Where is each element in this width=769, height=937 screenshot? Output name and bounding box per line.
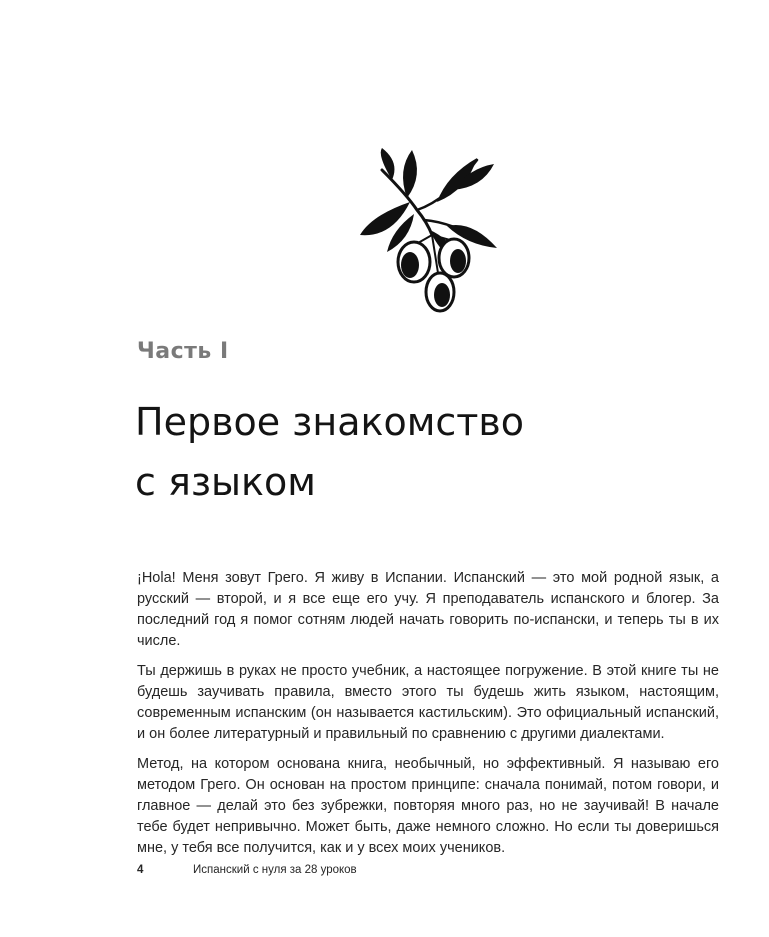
part-label: Часть I xyxy=(137,339,229,364)
paragraph: ¡Hola! Меня зовут Грего. Я живу в Испании. Испанский — это мой родной язык, а русский — второй, и я все еще его учу. Я преподаватель испанского и блогер. За последний год я помог сотням людей начать говорить по-испански, и теперь ты в их числе. xyxy=(137,570,719,649)
running-title: Испанский с нуля за 28 уроков xyxy=(193,864,357,876)
page-footer xyxy=(137,864,357,876)
paragraph: Метод, на котором основана книга, необычный, но эффективный. Я называю его методом Грего. Он основан на простом принципе: сначала понимай, потом говори, и главное — делай это без зубрежки, повторяя много раз, но не заучивай! В начале тебе будет непривычно. Может быть, даже немного сложно. Но если ты доверишься мне, у тебя все получится, как и у всех моих учеников. xyxy=(137,756,719,856)
paragraph: Ты держишь в руках не просто учебник, а настоящее погружение. В этой книге ты не будешь заучивать правила, вместо этого ты будешь жить языком, настоящим, современным испанским (он называется кастильским). Это официальный испанский, и он более литературный и правильный по сравнению с другими диалектами. xyxy=(137,663,719,742)
chapter-title xyxy=(135,392,735,512)
chapter-title-line-2: с языком xyxy=(135,460,316,504)
olive-branch-icon xyxy=(352,140,502,320)
body-text xyxy=(137,568,719,868)
chapter-title-line-1: Первое знакомство xyxy=(135,400,525,444)
page-number: 4 xyxy=(137,864,144,876)
